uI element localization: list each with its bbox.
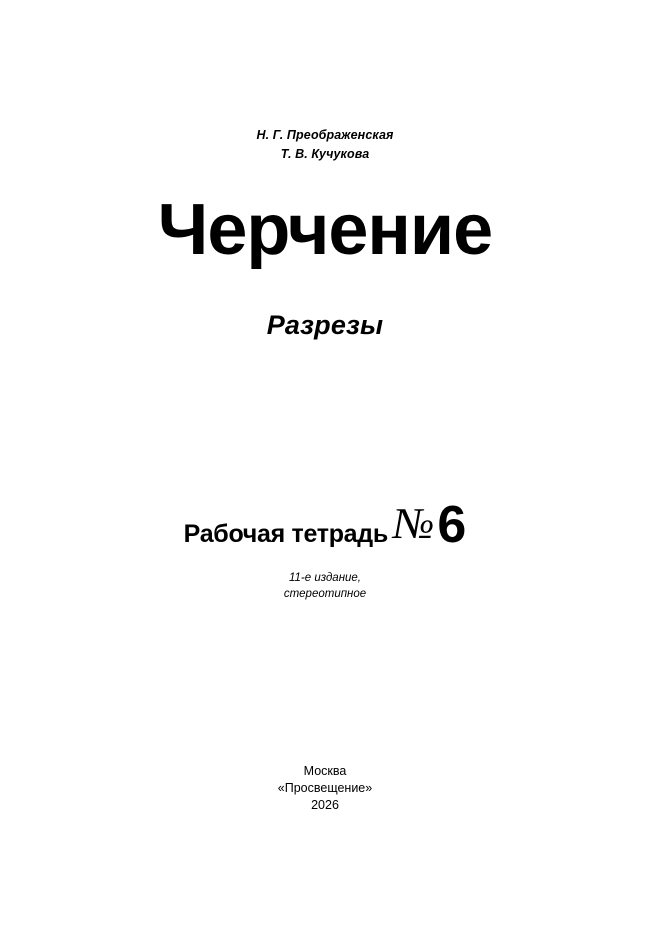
publisher-name: «Просвещение»: [277, 781, 373, 795]
author-name-2: Т. В. Кучукова: [280, 147, 370, 161]
publication-year: 2026: [311, 798, 339, 812]
page-title: Черчение: [157, 190, 493, 270]
publisher-block: [0, 763, 650, 814]
numero-sign: [393, 498, 434, 549]
workbook-number: 6: [437, 496, 467, 554]
edition-note: [0, 570, 650, 602]
numero-glyph: №: [392, 499, 434, 548]
workbook-label: Рабочая тетрадь: [183, 520, 388, 548]
authors-block: [0, 126, 650, 164]
author-name-1: Н. Г. Преображенская: [256, 128, 394, 142]
page-subtitle: Разрезы: [266, 310, 384, 340]
publisher-city: Москва: [303, 764, 347, 778]
edition-line-1: 11-е издание,: [288, 572, 362, 584]
edition-line-2: стереотипное: [283, 588, 367, 600]
workbook-line: [0, 485, 650, 554]
